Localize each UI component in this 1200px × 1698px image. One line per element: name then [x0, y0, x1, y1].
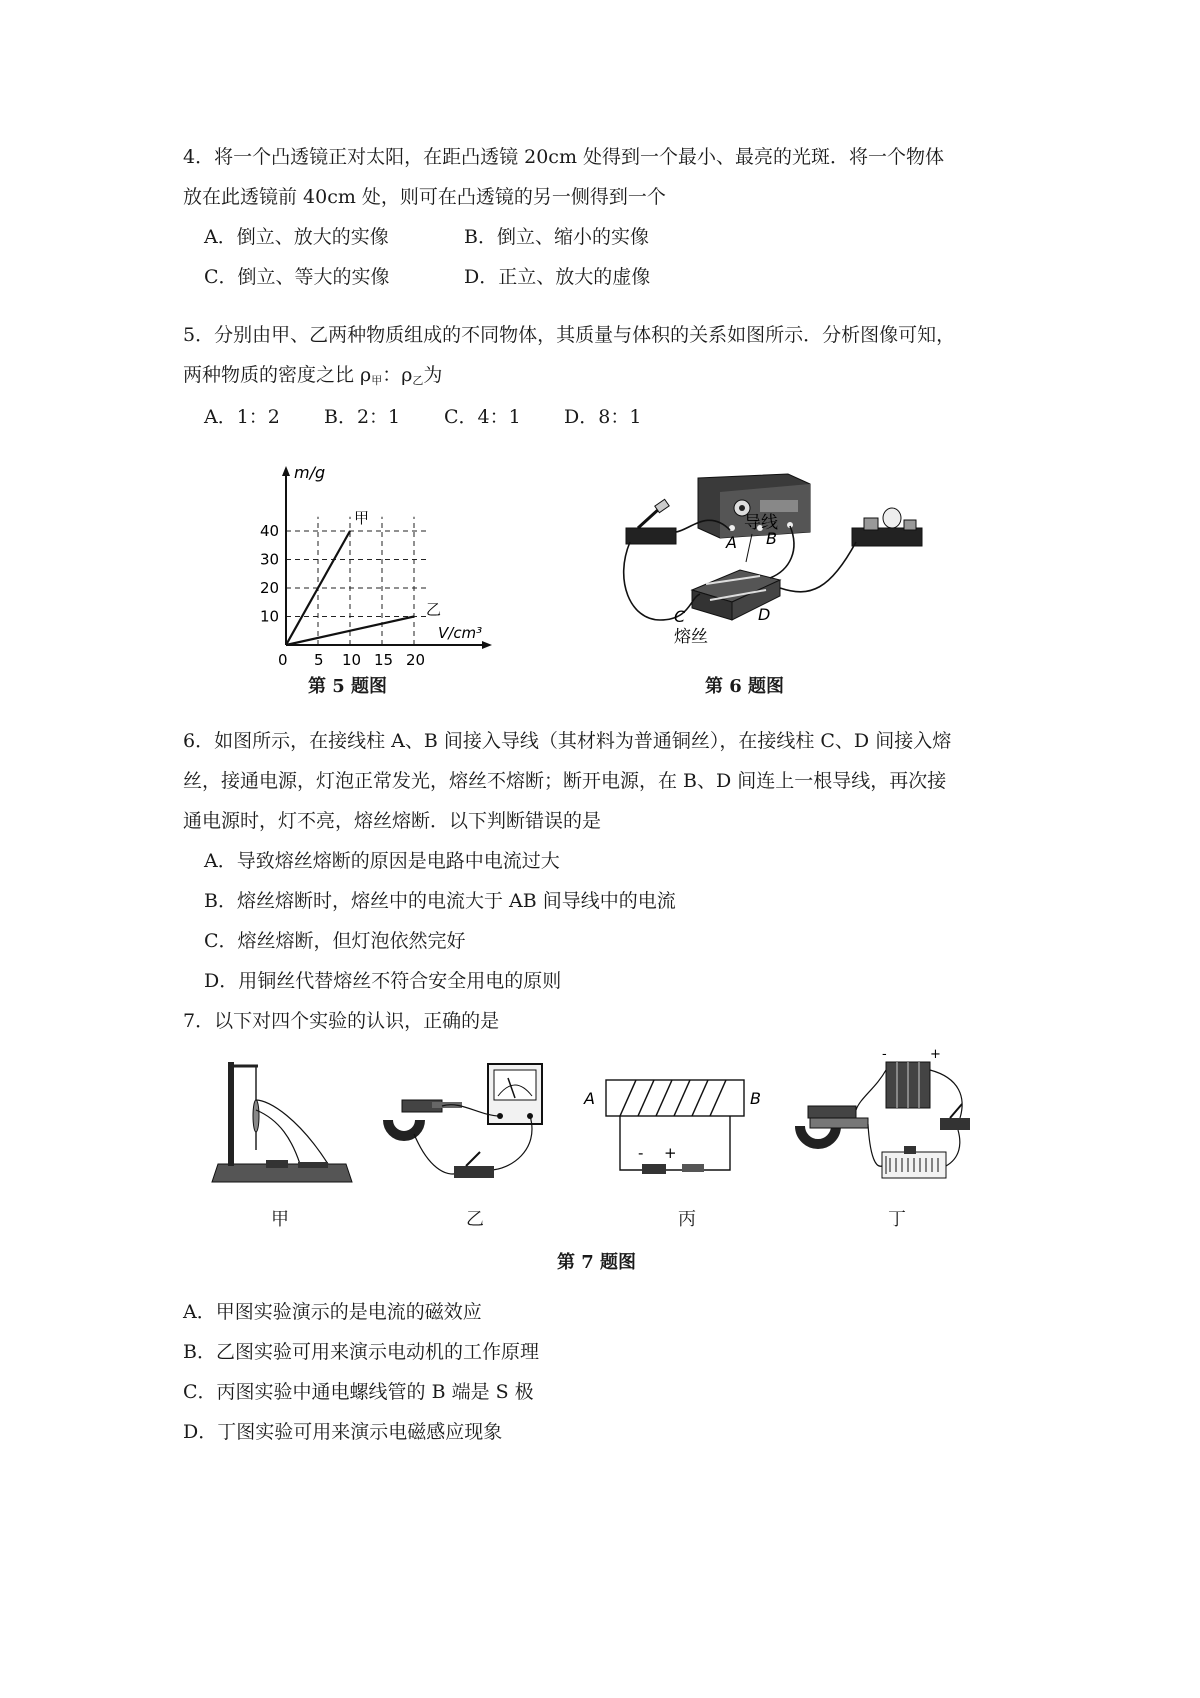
q5-option-a: A．1：2 — [204, 406, 280, 428]
fig5-caption: 第 5 题图 — [308, 676, 388, 697]
fig7-bing-solenoid-circuit — [580, 1070, 770, 1180]
x-tick-label-10: 10 — [342, 651, 362, 669]
q6-option-a: A．导致熔丝熔断的原因是电路中电流过大 — [204, 850, 560, 872]
q7-option-a: A．甲图实验演示的是电流的磁效应 — [183, 1301, 482, 1323]
q4-option-b: B．倒立、缩小的实像 — [464, 226, 649, 248]
fig7-label-ding: 丁 — [888, 1209, 906, 1230]
q4-line-2: 放在此透镜前 40cm 处，则可在凸透镜的另一侧得到一个 — [183, 186, 666, 208]
q5-sub-yi: 乙 — [412, 374, 424, 387]
q5-option-b: B．2：1 — [324, 406, 401, 428]
fig7-coil-end-b: B — [750, 1089, 761, 1108]
fig5-grid — [286, 517, 430, 645]
fig7-coil-end-a: A — [584, 1089, 595, 1108]
fig7-label-jia: 甲 — [271, 1209, 289, 1230]
q6-line-1: 6．如图所示，在接线柱 A、B 间接入导线（其材料为普通铜丝），在接线柱 C、D 间接入熔 — [183, 730, 952, 752]
q6-option-d: D．用铜丝代替熔丝不符合安全用电的原则 — [204, 970, 562, 992]
q6-option-b: B．熔丝熔断时，熔丝中的电流大于 AB 间导线中的电流 — [204, 890, 676, 912]
battery-pack-icon — [886, 1062, 930, 1108]
fig7-jia-oersted-experiment — [210, 1060, 360, 1190]
fig6-terminal-a: A — [726, 533, 737, 552]
q5-option-c: C．4：1 — [444, 406, 521, 428]
q6-line-2: 丝，接通电源，灯泡正常发光，熔丝不熔断；断开电源，在 B、D 间连上一根导线，再次接 — [183, 770, 947, 792]
fig5-origin-label: 0 — [278, 651, 288, 669]
fig6-caption: 第 6 题图 — [705, 676, 785, 697]
q5-line-2-mid: ：ρ — [382, 364, 413, 386]
x-tick-label-20: 20 — [406, 651, 426, 669]
fig7-label-bing: 丙 — [678, 1209, 696, 1230]
fig7-ding-motor-experiment — [790, 1048, 980, 1198]
fig5-mass-volume-chart — [240, 460, 500, 670]
fig7-yi-induction-experiment — [380, 1060, 550, 1190]
q5-line-2-suffix: 为 — [423, 364, 443, 386]
fig7-ding-minus: - — [882, 1048, 887, 1062]
fig6-terminal-d: D — [758, 605, 771, 624]
fig6-label-fuse: 熔丝 — [674, 627, 708, 647]
q7-option-d: D．丁图实验可用来演示电磁感应现象 — [183, 1421, 503, 1443]
q4-options-row-1 — [204, 223, 649, 251]
x-tick-label-5: 5 — [314, 651, 324, 669]
coil-windings — [620, 1080, 726, 1116]
fig6-terminal-c: C — [674, 607, 686, 626]
q5-line-2-prefix: 两种物质的密度之比 ρ — [183, 364, 372, 386]
fig7-ding-plus: + — [930, 1048, 941, 1062]
fig6-fuse-circuit-diagram — [620, 470, 940, 670]
q5-sub-jia: 甲 — [371, 374, 383, 387]
fig7-label-yi: 乙 — [466, 1209, 484, 1230]
q4-option-a: A．倒立、放大的实像 — [204, 226, 389, 248]
q5-line-2 — [183, 361, 442, 395]
fig5-series-label-jia: 甲 — [354, 509, 370, 527]
y-tick-label-40: 40 — [260, 522, 280, 540]
q5-options — [204, 403, 641, 431]
fig5-x-axis-label: V/cm³ — [438, 624, 483, 642]
fig6-label-wire: 导线 — [744, 513, 778, 533]
q5-option-d: D．8：1 — [564, 406, 642, 428]
fig7-battery-plus: + — [664, 1144, 677, 1162]
q4-line-1: 4．将一个凸透镜正对太阳，在距凸透镜 20cm 处得到一个最小、最亮的光斑．将一个物体 — [183, 146, 945, 168]
q6-option-c: C．熔丝熔断，但灯泡依然完好 — [204, 930, 466, 952]
switch-icon — [626, 499, 676, 544]
fig5-series-label-yi: 乙 — [426, 600, 442, 619]
q4-option-d: D．正立、放大的虚像 — [464, 266, 651, 288]
q7-line-1: 7．以下对四个实验的认识，正确的是 — [183, 1010, 500, 1032]
fig5-y-axis-label: m/g — [294, 463, 326, 482]
fig6-terminal-b: B — [766, 529, 777, 548]
q7-option-c: C．丙图实验中通电螺线管的 B 端是 S 极 — [183, 1381, 534, 1403]
q5-line-1: 5．分别由甲、乙两种物质组成的不同物体，其质量与体积的关系如图所示．分析图像可知， — [183, 324, 956, 346]
x-tick-label-15: 15 — [374, 651, 394, 669]
q7-option-b: B．乙图实验可用来演示电动机的工作原理 — [183, 1341, 539, 1363]
y-tick-label-10: 10 — [260, 607, 280, 626]
q6-line-3: 通电源时，灯不亮，熔丝熔断．以下判断错误的是 — [183, 810, 602, 832]
lamp-icon — [852, 508, 922, 546]
y-tick-label-20: 20 — [260, 579, 280, 597]
y-tick-label-30: 30 — [260, 550, 280, 569]
q4-options-row-2 — [204, 263, 650, 291]
rheostat-icon — [882, 1146, 946, 1178]
q4-option-c: C．倒立、等大的实像 — [204, 266, 390, 288]
fig7-battery-minus: - — [638, 1144, 644, 1162]
fig7-caption: 第 7 题图 — [557, 1252, 637, 1273]
